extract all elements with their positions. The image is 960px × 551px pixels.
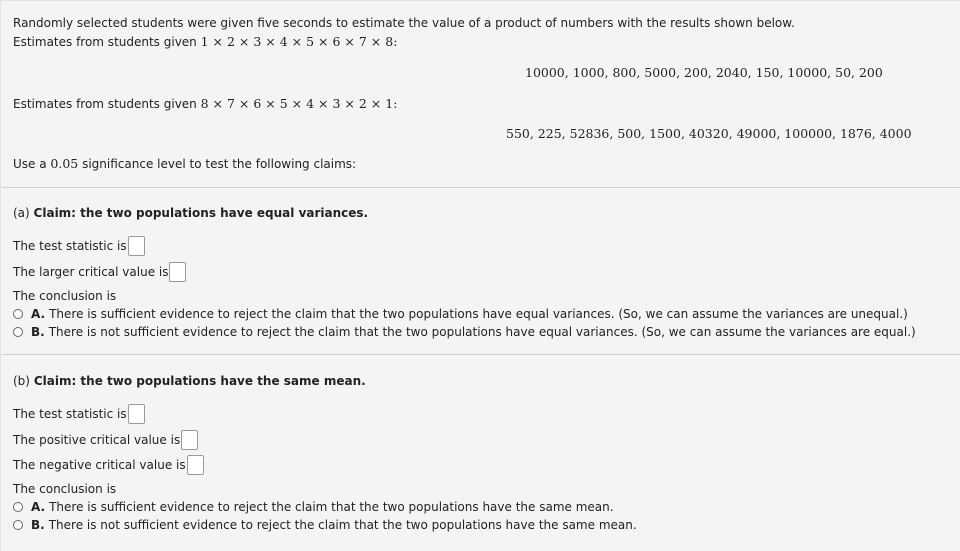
part-b-test-statistic-input[interactable] (128, 404, 145, 424)
part-a-test-statistic-label: The test statistic is (13, 239, 127, 253)
radio-button[interactable] (13, 502, 23, 512)
part-b-conclusion-label: The conclusion is (13, 482, 117, 496)
part-a-claim: Claim: the two populations have equal variances. (33, 206, 369, 220)
part-b-option-a[interactable] (13, 498, 614, 516)
part-b-positive-critical-row (13, 430, 198, 450)
part-b-positive-critical-input[interactable] (181, 430, 198, 450)
option-letter: A. (31, 307, 46, 321)
part-a-option-b[interactable] (13, 323, 916, 341)
group1-label (13, 33, 397, 51)
group2-product: 8 × 7 × 6 × 5 × 4 × 3 × 2 × 1: (200, 96, 398, 111)
significance-value: 0.05 (50, 156, 79, 171)
divider-b (2, 354, 960, 355)
part-a-label: (a) (13, 206, 30, 220)
part-b-negative-critical-input[interactable] (187, 455, 204, 475)
part-b-negative-critical-row (13, 455, 204, 475)
significance-text (13, 155, 356, 173)
part-a-critical-input[interactable] (169, 262, 186, 282)
part-b-positive-critical-label: The positive critical value is (13, 433, 181, 447)
part-b-label: (b) (13, 374, 30, 388)
part-a-title (13, 204, 368, 222)
divider-a (2, 187, 960, 188)
part-b-negative-critical-label: The negative critical value is (13, 458, 186, 472)
radio-button[interactable] (13, 309, 23, 319)
significance-suffix: significance level to test the following claims: (82, 157, 357, 171)
radio-button[interactable] (13, 520, 23, 530)
option-letter: B. (31, 325, 45, 339)
radio-button[interactable] (13, 327, 23, 337)
part-a-option-a[interactable] (13, 305, 908, 323)
option-text: There is not sufficient evidence to reject the claim that the two populations have equal variances. (So, we can assume the variances are equal.) (48, 325, 916, 339)
part-a-test-statistic-input[interactable] (128, 236, 145, 256)
part-a-conclusion-label: The conclusion is (13, 289, 117, 303)
group1-product: 1 × 2 × 3 × 4 × 5 × 6 × 7 × 8: (200, 34, 398, 49)
part-b-option-b[interactable] (13, 516, 637, 534)
part-a-critical-label: The larger critical value is (13, 265, 169, 279)
problem-panel (1, 1, 960, 551)
group1-label-prefix: Estimates from students given (13, 35, 197, 49)
option-text: There is sufficient evidence to reject the claim that the two populations have the same mean. (49, 500, 614, 514)
option-letter: A. (31, 500, 46, 514)
part-a-test-statistic-row (13, 236, 145, 256)
intro-text: Randomly selected students were given five seconds to estimate the value of a product of numbers with the results shown below. (13, 16, 795, 30)
option-letter: B. (31, 518, 45, 532)
significance-prefix: Use a (13, 157, 47, 171)
part-b-claim: Claim: the two populations have the same mean. (33, 374, 366, 388)
part-b-test-statistic-label: The test statistic is (13, 407, 127, 421)
option-text: There is not sufficient evidence to reject the claim that the two populations have the same mean. (48, 518, 637, 532)
group2-label (13, 95, 397, 113)
part-b-test-statistic-row (13, 404, 145, 424)
part-b-title (13, 372, 366, 390)
group1-values: 10000, 1000, 800, 5000, 200, 2040, 150, 10000, 50, 200 (525, 65, 883, 80)
group2-label-prefix: Estimates from students given (13, 97, 197, 111)
group2-values: 550, 225, 52836, 500, 1500, 40320, 49000, 100000, 1876, 4000 (506, 126, 912, 141)
part-a-critical-row (13, 262, 186, 282)
option-text: There is sufficient evidence to reject the claim that the two populations have equal variances. (So, we can assume the variances are unequal.) (49, 307, 908, 321)
